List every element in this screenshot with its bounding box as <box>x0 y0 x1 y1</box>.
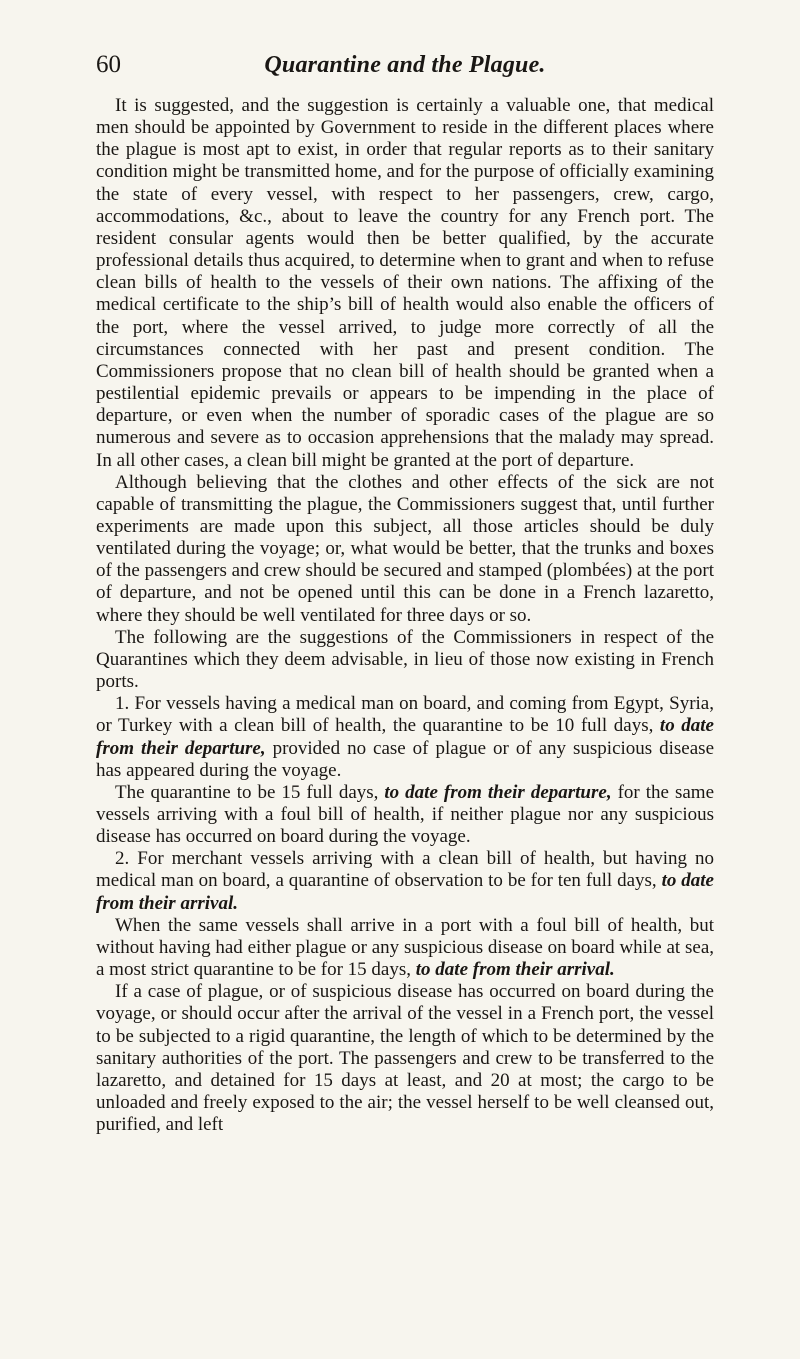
text-run: The following are the suggestions of the Commissioners in respect of the Quarantines which they deem advisable, in lieu of those now existing in French ports. <box>96 626 714 693</box>
paragraph <box>96 95 714 472</box>
text-run: 1. For vessels having a medical man on board, and coming from Egypt, Syria, or Turkey with a clean bill of health, the quarantine to be 10 full days, <box>96 693 714 737</box>
running-title: Quarantine and the Plague. <box>264 52 546 78</box>
paragraph <box>96 915 714 981</box>
text-run: If a case of plague, or of suspicious disease has occurred on board during the voyage, or should occur after the arrival of the vessel in a French port, the vessel to be subjected to a rigid quarantine, the length of which to be determined by the sanitary authorities of the port. The passengers and crew to be transferred to the lazaretto, and detained for 15 days at least, and 20 at most; the cargo to be unloaded and freely exposed to the air; the vessel herself to be well cleansed out, purified, and left <box>96 981 714 1136</box>
paragraph <box>96 848 714 914</box>
emphasized-text: to date from their departure, <box>384 781 612 803</box>
emphasized-text: to date from their arrival. <box>415 959 615 981</box>
text-run: provided no case of plague or of any suspicious disease has appeared during the voyage. <box>96 737 715 781</box>
page-header <box>96 50 714 86</box>
emphasized-text: to date from their departure, <box>96 715 714 759</box>
paragraph <box>96 782 714 848</box>
paragraph <box>96 981 714 1136</box>
text-run: It is suggested, and the suggestion is certainly a valuable one, that medical men should be appointed by Government to reside in the different places where the plague is most apt to exist, in order that regular reports as to their sanitary condition might be transmitted home, and for the purpose of officially examining the state of every vessel, with respect to her passengers, crew, cargo, accommodations, &c., about to leave the country for any French port. The resident consular agents would then be better qualified, by the accurate professional details thus acquired, to determine when to grant and when to refuse clean bills of health to the vessels of their own nations. The affixing of the medical certificate to the ship’s bill of health would also enable the officers of the port, where the vessel arrived, to judge more correctly of all the circumstances connected with her past and present condition. The Commissioners propose that no clean bill of health should be granted when a pestilential epidemic prevails or appears to be impending in the place of departure, or even when the number of sporadic cases of the plague are so numerous and severe as to occasion apprehensions that the malady may spread. In all other cases, a clean bill might be granted at the port of departure. <box>96 95 714 471</box>
text-run: for the same vessels arriving with a foul bill of health, if neither plague nor any suspicious disease has occurred on board during the voyage. <box>96 781 714 848</box>
text-run: The quarantine to be 15 full days, <box>115 781 385 803</box>
paragraph <box>96 472 714 627</box>
text-run: Although believing that the clothes and other effects of the sick are not capable of transmitting the plague, the Commissioners suggest that, until further experiments are made upon this subject, all those articles should be duly ventilated during the voyage; or, what would be better, that the trunks and boxes of the passengers and crew should be secured and stamped (plombées) at the port of departure, and not be opened until this can be done in a French lazaretto, where they should be well ventilated for three days or so. <box>96 471 714 626</box>
body-text <box>96 95 714 1136</box>
page-number: 60 <box>96 51 121 78</box>
text-run: When the same vessels shall arrive in a port with a foul bill of health, but without having had either plague or any suspicious disease on board while at sea, a most strict quarantine to be for 15 days, <box>96 914 714 981</box>
paragraph <box>96 627 714 693</box>
paragraph <box>96 693 714 782</box>
text-run: 2. For merchant vessels arriving with a clean bill of health, but having no medical man on board, a quarantine of observation to be for ten full days, <box>96 848 714 892</box>
emphasized-text: to date from their arrival. <box>96 870 714 914</box>
